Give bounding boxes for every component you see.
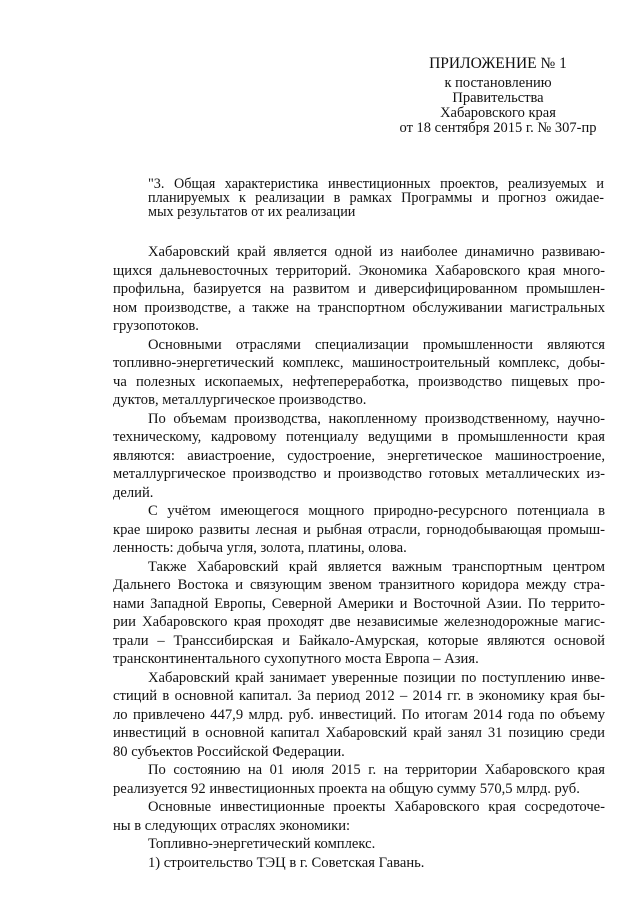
section-title-line: "3. Общая характеристика инвестиционных проектов, реализуемых и — [148, 176, 604, 192]
paragraph-line: нами Западной Европы, Северной Америки и Восточной Азии. По террито- — [113, 595, 605, 612]
paragraph-line: техническому, кадровому потенциалу ведущими в промышленности края — [113, 429, 605, 445]
paragraph-line: Хабаровский край занимает уверенные позиции по поступлению инве- — [148, 669, 605, 686]
paragraph-line: Дальнего Востока и связующим звеном транзитного коридора между стра- — [113, 577, 605, 593]
body-paragraph — [113, 336, 605, 410]
paragraph-line: рии Хабаровского края проходят две независимые железнодорожные магис- — [113, 614, 605, 630]
paragraph-line: ны в следующих отраслях экономики: — [113, 817, 351, 834]
annex-block — [380, 56, 616, 136]
paragraph-line: Основные инвестиционные проекты Хабаровского края сосредоточе- — [148, 799, 605, 815]
section-title — [148, 177, 604, 219]
paragraph-line: топливно-энергетический комплекс, машиностроительный комплекс, добы- — [113, 355, 605, 371]
paragraph-line: Также Хабаровский край является важным транспортным центром — [148, 558, 605, 575]
body-paragraph — [113, 854, 605, 873]
annex-line-resolution: к постановлению — [444, 75, 552, 91]
paragraph-line: грузопотоков. — [113, 318, 199, 334]
body-paragraph — [113, 502, 605, 558]
paragraph-line: ча полезных ископаемых, нефтепереработка, производство пищевых про- — [113, 373, 605, 390]
paragraph-line: металлургическое производство и производство готовых металлических из- — [113, 466, 605, 482]
paragraph-line: ленность: добыча угля, золота, платины, олова. — [113, 540, 407, 556]
paragraph-line: ло привлечено 447,9 млрд. руб. инвестиций. По итогам 2014 года по объему — [113, 706, 605, 723]
annex-heading: ПРИЛОЖЕНИЕ № 1 — [429, 55, 567, 72]
body-paragraph — [113, 410, 605, 503]
body-paragraph — [113, 835, 605, 854]
body-text — [113, 243, 605, 872]
paragraph-line: 80 субъектов Российской Федерации. — [113, 743, 345, 760]
paragraph-line: ном производстве, а также на транспортном обслуживании магистральных — [113, 299, 605, 316]
paragraph-line: щихся дальневосточных территорий. Экономика Хабаровского края много- — [113, 262, 605, 279]
paragraph-line: По объемам производства, накопленному производственному, научно- — [148, 410, 605, 427]
body-paragraph — [113, 243, 605, 336]
paragraph-line: Топливно-энергетический комплекс. — [148, 836, 376, 852]
paragraph-line: трансконтинентального сухопутного моста Европа – Азия. — [113, 651, 479, 667]
paragraph-line: профильна, базируется на развитом и диверсифицированном промышлен- — [113, 281, 605, 297]
paragraph-line: Хабаровский край является одной из наиболее динамично развиваю- — [148, 244, 605, 260]
body-paragraph — [113, 669, 605, 762]
body-paragraph — [113, 558, 605, 669]
body-paragraph — [113, 798, 605, 835]
annex-line-date-number: от 18 сентября 2015 г. № 307-пр — [399, 120, 597, 136]
paragraph-line: По состоянию на 01 июля 2015 г. на территории Хабаровского края — [148, 762, 605, 778]
paragraph-line: реализуется 92 инвестиционных проекта на общую сумму 570,5 млрд. руб. — [113, 780, 580, 797]
section-title-line: планируемых к реализации в рамках Программы и прогноз ожидае- — [148, 190, 604, 206]
paragraph-line: трали – Транссибирская и Байкало-Амурская, которые являются основой — [113, 632, 605, 649]
paragraph-line: делий. — [113, 484, 154, 501]
annex-line-government: Правительства — [452, 90, 544, 106]
paragraph-line: инвестиций в основной капитал Хабаровский край занял 31 позицию среди — [113, 725, 605, 741]
paragraph-line: С учётом имеющегося мощного природно-ресурсного потенциала в — [148, 503, 605, 519]
paragraph-line: крае широко развиты лесная и рыбная отрасли, горнодобывающая промыш- — [113, 521, 605, 538]
annex-line-region: Хабаровского края — [440, 105, 556, 121]
paragraph-line: 1) строительство ТЭЦ в г. Советская Гавань. — [148, 854, 425, 871]
paragraph-line: Основными отраслями специализации промышленности являются — [148, 336, 605, 353]
section-title-line: мых результатов от их реализации — [148, 204, 356, 220]
paragraph-line: являются: авиастроение, судостроение, энергетическое машиностроение, — [113, 447, 605, 464]
paragraph-line: дуктов, металлургическое производство. — [113, 392, 367, 408]
body-paragraph — [113, 761, 605, 798]
paragraph-line: стиций в основной капитал. За период 2012 – 2014 гг. в экономику края бы- — [113, 688, 605, 704]
